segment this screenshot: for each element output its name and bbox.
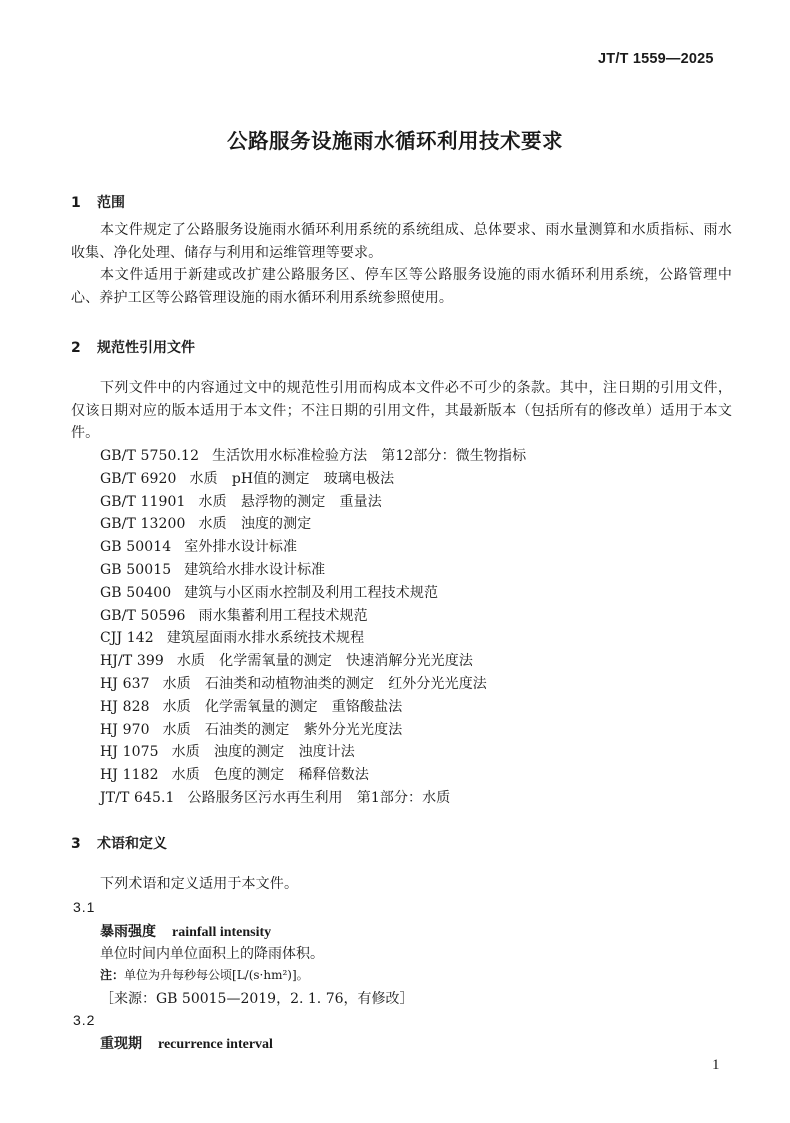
reference-title: 雨水集蓄利用工程技术规范	[198, 607, 368, 624]
section-title: 范围	[97, 195, 125, 211]
term-note	[100, 966, 309, 983]
reference-item	[100, 719, 526, 742]
page-number: 1	[712, 1057, 720, 1073]
reference-title: 水质 化学需氧量的测定 重铬酸盐法	[162, 698, 403, 715]
reference-title: 公路服务区污水再生利用 第1部分：水质	[187, 789, 451, 806]
reference-item	[100, 468, 526, 491]
reference-item	[100, 627, 526, 650]
reference-title: 水质 浊度的测定 浊度计法	[171, 744, 355, 761]
reference-code: GB/T 6920	[100, 470, 177, 487]
reference-code: HJ 637	[100, 675, 150, 692]
reference-item	[100, 764, 526, 787]
normative-refs-intro: 下列文件中的内容通过文中的规范性引用而构成本文件必不可少的条款。其中，注日期的引用文件，仅该日期对应的版本适用于本文件；不注日期的引用文件，其最新版本（包括所有的修改单）适用于本文件。	[71, 380, 732, 441]
scope-paragraph-1: 本文件规定了公路服务设施雨水循环利用系统的系统组成、总体要求、雨水量测算和水质指标、雨水收集、净化处理、储存与利用和运维管理等要求。	[71, 222, 732, 261]
reference-code: HJ 1075	[100, 744, 159, 761]
section-number: 1	[71, 195, 81, 211]
reference-title: 水质 化学需氧量的测定 快速消解分光光度法	[176, 653, 473, 670]
reference-item	[100, 650, 526, 673]
scope-paragraph-2: 本文件适用于新建或改扩建公路服务区、停车区等公路服务设施的雨水循环利用系统，公路管理中心、养护工区等公路管理设施的雨水循环利用系统参照使用。	[71, 267, 732, 306]
note-text: 单位为升每秒每公顷[L/(s·hm²)]。	[124, 968, 309, 982]
reference-code: HJ 1182	[100, 767, 159, 784]
reference-code: GB 50015	[100, 561, 172, 578]
reference-item	[100, 559, 526, 582]
reference-title: 室外排水设计标准	[184, 539, 298, 556]
reference-code: HJ/T 399	[100, 653, 164, 670]
reference-title: 建筑给水排水设计标准	[184, 561, 326, 578]
reference-item	[100, 673, 526, 696]
reference-title: 建筑与小区雨水控制及利用工程技术规范	[184, 584, 439, 601]
term-number: 3.1	[73, 899, 96, 915]
reference-title: 水质 浊度的测定	[198, 516, 312, 533]
reference-code: GB/T 11901	[100, 493, 186, 510]
term-definition: 单位时间内单位面积上的降雨体积。	[100, 946, 324, 962]
section-title: 术语和定义	[97, 836, 167, 852]
term-number: 3.2	[73, 1012, 96, 1028]
document-title: 公路服务设施雨水循环利用技术要求	[227, 129, 563, 153]
reference-item	[100, 605, 526, 628]
reference-item	[100, 491, 526, 514]
reference-item	[100, 536, 526, 559]
reference-code: HJ 828	[100, 698, 150, 715]
reference-code: GB/T 5750.12	[100, 448, 200, 464]
reference-title: 水质 色度的测定 稀释倍数法	[171, 767, 370, 784]
reference-title: 建筑屋面雨水排水系统技术规程	[166, 630, 365, 647]
terms-intro: 下列术语和定义适用于本文件。	[100, 876, 299, 892]
reference-item	[100, 741, 526, 764]
term-name-en: rainfall intensity	[172, 925, 272, 940]
term-name	[100, 1033, 273, 1053]
reference-code: GB/T 50596	[100, 607, 186, 624]
reference-item	[100, 582, 526, 605]
section-2-heading	[71, 337, 195, 357]
term-source: ［来源：GB 50015—2019，2. 1. 76，有修改］	[100, 991, 414, 1007]
reference-code: CJJ 142	[100, 630, 154, 647]
standard-code: JT/T 1559—2025	[598, 51, 714, 67]
section-number: 3	[71, 836, 81, 852]
reference-code: GB/T 13200	[100, 516, 186, 533]
reference-title: 生活饮用水标准检验方法 第12部分：微生物指标	[212, 448, 527, 464]
section-number: 2	[71, 340, 81, 356]
reference-code: HJ 970	[100, 721, 150, 738]
reference-list	[100, 445, 526, 810]
term-name	[100, 921, 271, 941]
section-3-heading	[71, 833, 167, 853]
reference-code: GB 50400	[100, 584, 172, 601]
reference-title: 水质 悬浮物的测定 重量法	[198, 493, 382, 510]
reference-title: 水质 石油类的测定 紫外分光光度法	[162, 721, 403, 738]
reference-item	[100, 787, 526, 810]
reference-item	[100, 696, 526, 719]
section-title: 规范性引用文件	[97, 340, 195, 356]
term-name-en: recurrence interval	[158, 1037, 273, 1052]
reference-item	[100, 513, 526, 536]
term-name-zh: 重现期	[100, 1036, 142, 1052]
note-label: 注：	[100, 968, 125, 982]
term-name-zh: 暴雨强度	[100, 924, 156, 940]
reference-title: 水质 pH值的测定 玻璃电极法	[189, 470, 395, 487]
reference-item	[100, 445, 526, 468]
reference-code: JT/T 645.1	[100, 789, 175, 806]
reference-title: 水质 石油类和动植物油类的测定 红外分光光度法	[162, 675, 487, 692]
reference-code: GB 50014	[100, 539, 172, 556]
section-1-heading	[71, 192, 125, 212]
